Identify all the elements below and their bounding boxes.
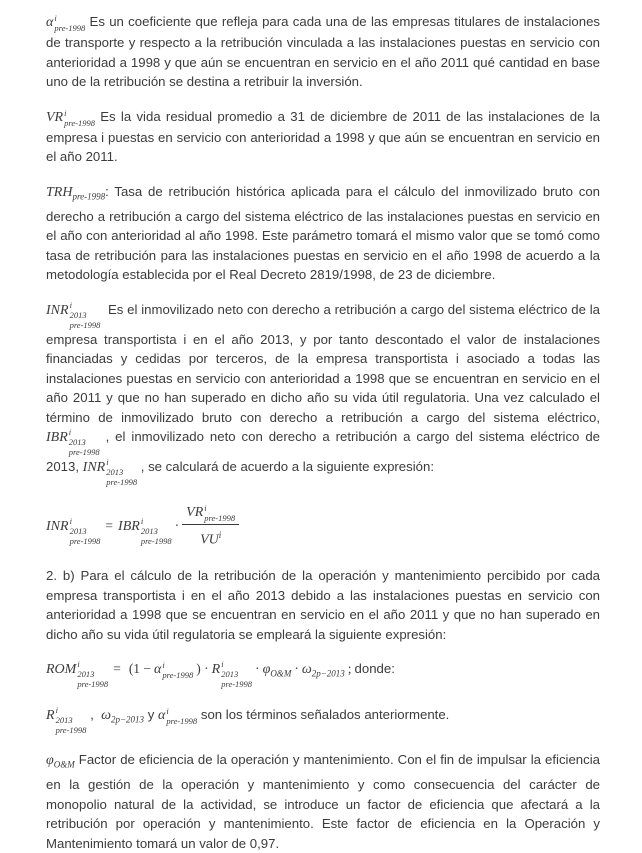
math-part: 2013: [55, 715, 73, 726]
multiplication-dot: ·: [294, 661, 299, 677]
paragraph-text: son los términos señalados anteriormente.: [197, 707, 450, 723]
math-part: ROM: [46, 662, 77, 678]
math-part: [77, 659, 108, 689]
paragraph-trh-definition: [46, 182, 604, 285]
math-part: 2p−2013: [110, 714, 145, 725]
math-part: [64, 108, 95, 128]
math-inr-lhs: [46, 515, 101, 546]
math-inr-2013-pre1998: [46, 299, 101, 330]
math-part: O&M: [53, 759, 75, 770]
paragraph-text: Es el inmovilizado neto con derecho a retribución a cargo del sistema eléctrico de la empresa transportista i en el año 2013, y por tanto descontado el valor de instalaciones financiadas y cedidas por terceros, de la empresa transportista i asociado a todas las instalaciones puestas en servicio con anterioridad a 1998 que se encuentran en servicio en el año 2011 y que no han superado en dicho año su vida útil regulatoria. Una vez calculado el término de inmovilizado bruto con derecho a retribución a cargo del sistema eléctrico,: [46, 301, 604, 425]
math-part: i: [68, 427, 72, 438]
math-part: i: [106, 457, 109, 468]
conjunction-text: y: [144, 707, 158, 723]
math-part: 2013: [106, 467, 124, 478]
math-part: φ: [262, 662, 271, 678]
math-part: pre-1998: [166, 716, 198, 727]
multiplication-dot: ·: [174, 517, 180, 533]
math-part: α: [154, 662, 162, 678]
math-trh-pre1998: [46, 184, 106, 202]
math-part: 2013: [77, 669, 95, 680]
math-part: pre-1998: [69, 319, 101, 330]
math-part: i: [221, 659, 224, 670]
donde-label: donde:: [354, 661, 395, 677]
math-part: [141, 516, 172, 546]
math-part: pre-1998: [162, 670, 194, 681]
close-paren-dot: ) ·: [196, 661, 209, 677]
math-part: ω: [301, 662, 312, 678]
math-part: IBR: [118, 518, 140, 534]
math-part: INR: [82, 460, 106, 476]
math-part: R: [46, 708, 55, 724]
math-part: [70, 300, 101, 330]
math-alpha-pre1998: [154, 660, 194, 681]
math-alpha-pre1998: [157, 706, 198, 727]
math-part: [70, 516, 101, 546]
math-part: [54, 13, 85, 33]
math-part: pre-1998: [204, 513, 236, 524]
paragraph-phi-definition: [46, 750, 604, 853]
math-part: VR: [186, 505, 204, 521]
math-part: 2013: [69, 525, 87, 536]
math-part: i: [64, 107, 67, 118]
math-rom-lhs: [46, 659, 109, 690]
math-part: TRH: [46, 184, 73, 200]
math-part: i: [204, 503, 207, 514]
math-part: pre-1998: [221, 679, 253, 690]
paragraph-text: Es un coeficiente que refleja para cada una de las empresas titulares de instalaciones de transporte y respecto a la retribución vinculada a las instalaciones puestas en servicio con anterioridad a 1998 y que aún se encuentran en servicio en el año 2011 qué cantidad en base uno de la retribución se destina a retribuir la inversión.: [46, 14, 604, 89]
paragraph-alpha-definition: [46, 12, 604, 92]
math-part: [69, 427, 100, 457]
math-part: [56, 705, 87, 735]
math-part: pre-1998: [64, 117, 95, 128]
math-omega-2p2013: [301, 661, 345, 679]
math-ibr-rhs: [118, 515, 172, 546]
math-part: i: [54, 13, 57, 23]
math-part: VR: [46, 109, 64, 125]
paragraph-text: 2. b) Para el cálculo de la retribución de la operación y mantenimiento percibido por cada empresa transportista i en el año 2013 debido a las instalaciones puestas en servicio con anterioridad a 1998 que se encuentran en servicio en el año 2011 y que no han superado en dicho año su vida útil regulatoria se empleará la siguiente expresión:: [46, 568, 604, 642]
math-part: i: [166, 706, 169, 717]
math-part: pre-1998: [140, 535, 172, 546]
paragraph-text: , el inmovilizado neto con derecho a retribución a cargo del sistema eléctrico de 2013,: [46, 429, 604, 475]
math-part: [221, 659, 252, 689]
math-part: i: [77, 659, 80, 670]
math-r-2013-pre1998: [46, 705, 87, 736]
paragraph-text: Factor de eficiencia de la operación y mantenimiento. Con el fin de impulsar la eficiencia en la gestión de la operación y mantenimiento y como consecuencia del carácter de monopolio natural de la actividad, se introduce un factor de eficiencia que afectará a la retribución por operación y mantenimiento. Este factor de eficiencia en la Operación y Mantenimiento tomará un valor de 0,97.: [46, 752, 604, 851]
math-part: 2013: [221, 669, 239, 680]
math-part: 2013: [68, 437, 86, 448]
paragraph-text: Es la vida residual promedio a 31 de diciembre de 2011 de las instalaciones de la empresa i puestas en servicio con anterioridad a 1998 y que aún se encuentran en servicio en el año 2011.: [46, 108, 604, 164]
math-part: i: [69, 515, 72, 526]
paragraph-terms-reference: [46, 705, 600, 735]
math-ibr-2013-pre1998: [46, 427, 100, 458]
math-part: pre-1998: [55, 725, 87, 736]
math-omega-2p2013: [101, 707, 145, 725]
math-part: R: [211, 662, 221, 678]
math-part: [162, 660, 193, 680]
math-part: α: [46, 15, 54, 30]
math-phi-oandm: [46, 752, 75, 770]
math-part: i: [69, 299, 72, 310]
math-part: [204, 503, 235, 523]
paragraph-2b-intro: [46, 566, 604, 644]
math-vu-denominator: [182, 525, 239, 550]
math-part: ω: [101, 708, 111, 724]
math-part: INR: [46, 518, 69, 534]
math-part: 2013: [69, 309, 87, 320]
paragraph-inr-definition: [46, 299, 604, 488]
math-part: α: [157, 708, 166, 724]
formula-rom-calculation: [46, 659, 600, 689]
math-part: pre-1998: [77, 679, 109, 690]
math-inr-2013-pre1998: [82, 457, 138, 488]
multiplication-dot: ·: [255, 661, 260, 677]
math-alpha-pre1998: [46, 13, 86, 33]
math-part: VU: [200, 532, 219, 548]
math-part: i: [55, 705, 58, 716]
paragraph-vr-definition: [46, 107, 604, 167]
math-part: 2013: [140, 525, 158, 536]
formula-inr-calculation: [46, 502, 600, 550]
paragraph-text: , se calculará de acuerdo a la siguiente expresión:: [137, 459, 434, 475]
math-part: O&M: [270, 668, 292, 679]
math-fraction: [182, 502, 239, 550]
semicolon: ;: [347, 661, 352, 677]
math-part: [166, 706, 197, 726]
math-part: pre-1998: [69, 535, 101, 546]
math-r-2013-pre1998: [211, 659, 253, 690]
math-part: IBR: [46, 430, 68, 446]
math-part: pre-1998: [106, 477, 138, 488]
math-phi-oandm: [262, 661, 292, 679]
math-part: φ: [46, 753, 54, 769]
math-part: pre-1998: [68, 447, 100, 458]
equals-sign: =: [113, 661, 121, 677]
math-part: pre-1998: [54, 23, 86, 33]
math-part: i: [162, 660, 165, 671]
math-part: 2p−2013: [311, 668, 345, 679]
math-part: pre-1998: [72, 191, 106, 202]
math-vr-numerator: [182, 502, 239, 525]
math-vr-pre1998: [46, 107, 95, 128]
math-part: [106, 457, 137, 487]
math-part: i: [218, 530, 222, 541]
separator-text: ,: [86, 707, 102, 723]
equals-sign: =: [105, 517, 114, 533]
math-part: i: [140, 515, 144, 526]
open-paren-one-minus: (1 −: [128, 661, 152, 677]
paragraph-text: : Tasa de retribución histórica aplicada para el cálculo del inmovilizado bruto con derecho a retribución a cargo del sistema eléctrico de las instalaciones puestas en servicio en el año con anterioridad al año 1998. Este parámetro tomará el mismo valor que se tomó como tasa de retribución para las instalaciones puestas en servicio en el año 1998 de acuerdo a la metodología establecida por el Real Decreto 2819/1998, de 23 de diciembre.: [46, 183, 604, 283]
math-part: INR: [46, 302, 69, 318]
